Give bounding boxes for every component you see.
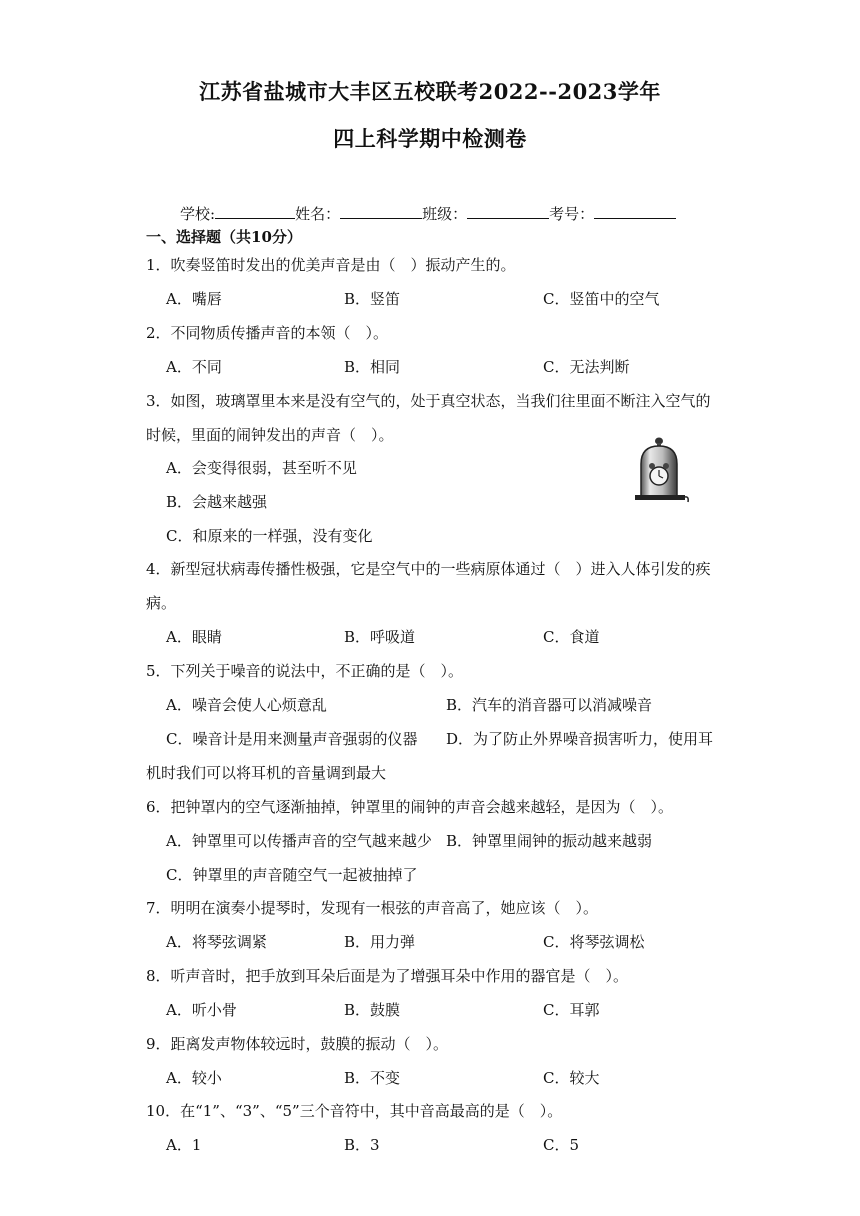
exam-title-line1: 江苏省盐城市大丰区五校联考2022--2023学年 xyxy=(199,79,661,104)
option-c: C．和原来的一样强，没有变化 xyxy=(166,527,373,545)
option-a: A．眼睛 xyxy=(166,628,222,646)
school-label: 学校: xyxy=(180,205,216,223)
option-c: C．噪音计是用来测量声音强弱的仪器 xyxy=(166,730,418,748)
option-c: C．竖笛中的空气 xyxy=(543,290,660,308)
question-stem: 1．吹奏竖笛时发出的优美声音是由（ ）振动产生的。 xyxy=(146,256,516,274)
class-label: 班级： xyxy=(422,205,468,223)
option-a: A．将琴弦调紧 xyxy=(166,933,267,951)
option-a: A．1 xyxy=(166,1136,202,1154)
exam-no-label: 考号： xyxy=(549,205,595,223)
option-c: C．较大 xyxy=(543,1069,600,1087)
option-c: C．钟罩里的声音随空气一起被抽掉了 xyxy=(166,866,418,884)
option-b: B．钟罩里闹钟的振动越来越弱 xyxy=(446,832,653,850)
bell-jar-alarm-clock-icon xyxy=(631,434,689,506)
option-b: B．会越来越强 xyxy=(166,493,268,511)
option-c: C．5 xyxy=(543,1136,580,1154)
option-a: A．钟罩里可以传播声音的空气越来越少 xyxy=(166,832,432,850)
option-b: B．用力弹 xyxy=(344,933,416,951)
question-stem: 6．把钟罩内的空气逐渐抽掉，钟罩里的闹钟的声音会越来越轻，是因为（ ）。 xyxy=(146,798,674,816)
option-c: C．食道 xyxy=(543,628,600,646)
option-a: A．听小骨 xyxy=(166,1001,237,1019)
exam-no-blank[interactable] xyxy=(594,204,676,219)
option-b: B．呼吸道 xyxy=(344,628,416,646)
name-label: 姓名： xyxy=(295,205,341,223)
question-stem: 10．在“1”、“3”、“5”三个音符中，其中音高最高的是（ ）。 xyxy=(146,1102,563,1120)
question-stem: 8．听声音时，把手放到耳朵后面是为了增强耳朵中作用的器官是（ ）。 xyxy=(146,967,629,985)
question-stem: 3．如图，玻璃罩里本来是没有空气的，处于真空状态，当我们往里面不断注入空气的 xyxy=(146,392,711,410)
option-d: D．为了防止外界噪音损害听力，使用耳 xyxy=(446,730,714,748)
question-stem: 9．距离发声物体较远时，鼓膜的振动（ ）。 xyxy=(146,1035,449,1053)
option-a: A．嘴唇 xyxy=(166,290,222,308)
class-blank[interactable] xyxy=(467,204,549,219)
option-c: C．将琴弦调松 xyxy=(543,933,645,951)
option-c: C．耳郭 xyxy=(543,1001,600,1019)
option-b: B．不变 xyxy=(344,1069,401,1087)
section-title: 一、选择题（共10分） xyxy=(146,228,302,246)
question-stem: 4．新型冠状病毒传播性极强，它是空气中的一些病原体通过（ ）进入人体引发的疾 xyxy=(146,560,711,578)
option-a: A．会变得很弱，甚至听不见 xyxy=(166,459,357,477)
option-a: A．噪音会使人心烦意乱 xyxy=(166,696,327,714)
student-info-line xyxy=(180,203,676,224)
name-blank[interactable] xyxy=(340,204,422,219)
option-c: C．无法判断 xyxy=(543,358,630,376)
question-stem: 2．不同物质传播声音的本领（ ）。 xyxy=(146,324,389,342)
option-b: B．竖笛 xyxy=(344,290,401,308)
question-stem-continued: 时候，里面的闹钟发出的声音（ ）。 xyxy=(146,426,394,444)
option-d-continued: 机时我们可以将耳机的音量调到最大 xyxy=(146,764,387,782)
question-stem: 5．下列关于噪音的说法中，不正确的是（ ）。 xyxy=(146,662,464,680)
school-blank[interactable] xyxy=(215,204,295,219)
exam-title-line2: 四上科学期中检测卷 xyxy=(333,126,527,151)
option-b: B．相同 xyxy=(344,358,401,376)
question-stem: 7．明明在演奏小提琴时，发现有一根弦的声音高了，她应该（ ）。 xyxy=(146,899,599,917)
option-b: B．3 xyxy=(344,1136,380,1154)
option-b: B．汽车的消音器可以消减噪音 xyxy=(446,696,653,714)
option-b: B．鼓膜 xyxy=(344,1001,401,1019)
option-a: A．较小 xyxy=(166,1069,222,1087)
option-a: A．不同 xyxy=(166,358,222,376)
question-stem-continued: 病。 xyxy=(146,594,177,612)
